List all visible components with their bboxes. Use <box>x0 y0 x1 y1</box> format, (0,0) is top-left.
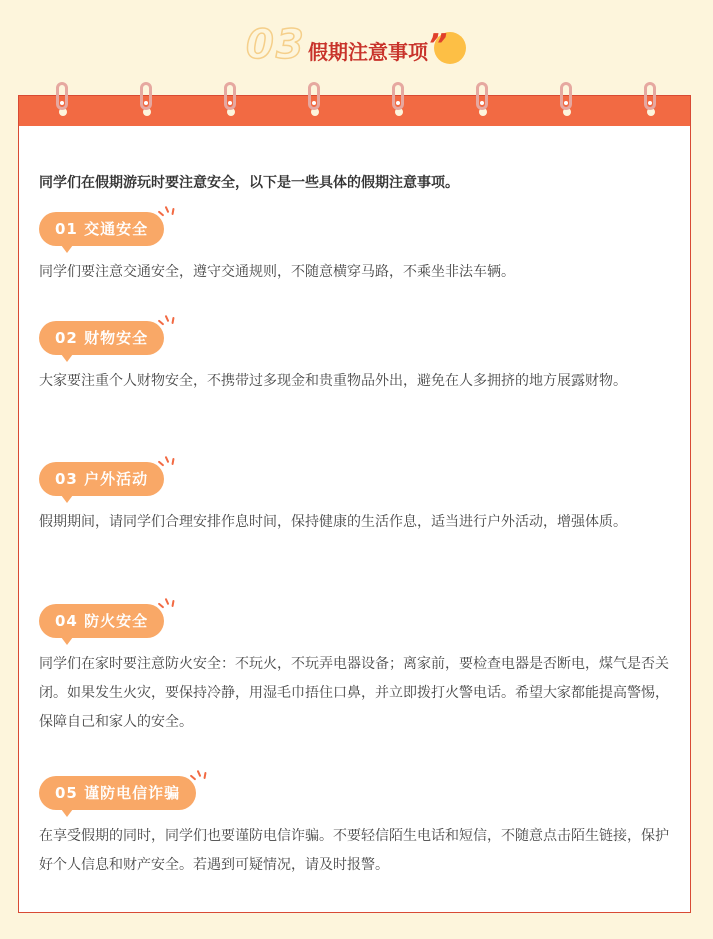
page-header <box>0 20 713 70</box>
sparkle-icon <box>158 204 176 218</box>
section-badge <box>39 212 164 246</box>
section-text: 假期期间，请同学们合理安排作息时间，保持健康的生活作息，适当进行户外活动，增强体质。 <box>39 514 627 530</box>
binder-ring-icon <box>476 82 488 110</box>
badge-label: 02 财物安全 <box>55 329 149 347</box>
intro-text: 同学们在假期游玩时要注意安全，以下是一些具体的假期注意事项。 <box>39 175 459 191</box>
section-outdoor <box>39 462 679 537</box>
section-traffic <box>39 212 679 287</box>
section-badge <box>39 462 164 496</box>
sparkle-icon <box>158 596 176 610</box>
binder-ring-icon <box>308 82 320 110</box>
page-title: 假期注意事项 <box>308 40 428 64</box>
section-text: 同学们要注意交通安全，遵守交通规则，不随意横穿马路，不乘坐非法车辆。 <box>39 264 515 280</box>
binder-ring-icon <box>560 82 572 110</box>
binder-ring-icon <box>56 82 68 110</box>
section-badge <box>39 776 196 810</box>
section-text: 大家要注重个人财物安全，不携带过多现金和贵重物品外出，避免在人多拥挤的地方展露财物。 <box>39 373 627 389</box>
calendar-top-bar <box>19 96 690 126</box>
badge-label: 01 交通安全 <box>55 220 149 238</box>
sparkle-icon <box>190 768 208 782</box>
badge-label: 03 户外活动 <box>55 470 149 488</box>
binder-ring-icon <box>392 82 404 110</box>
section-number: 03 <box>246 22 306 68</box>
section-text: 在享受假期的同时，同学们也要谨防电信诈骗。不要轻信陌生电话和短信，不随意点击陌生链接，保护好个人信息和财产安全。若遇到可疑情况，请及时报警。 <box>39 828 669 873</box>
notice-card <box>18 95 691 913</box>
quote-mark: ” <box>428 28 448 63</box>
section-fraud <box>39 776 679 880</box>
section-badge <box>39 321 164 355</box>
badge-label: 05 谨防电信诈骗 <box>55 784 181 802</box>
section-fire <box>39 604 679 737</box>
sparkle-icon <box>158 313 176 327</box>
section-text: 同学们在家时要注意防火安全：不玩火，不玩弄电器设备；离家前，要检查电器是否断电，煤气是否关闭。如果发生火灾，要保持冷静，用湿毛巾捂住口鼻，并立即拨打火警电话。希望大家都能提高警惕，保障自己和家人的安全。 <box>39 656 669 730</box>
section-badge <box>39 604 164 638</box>
badge-label: 04 防火安全 <box>55 612 149 630</box>
binder-ring-icon <box>140 82 152 110</box>
binder-ring-icon <box>644 82 656 110</box>
section-property <box>39 321 679 396</box>
sparkle-icon <box>158 454 176 468</box>
binder-ring-icon <box>224 82 236 110</box>
